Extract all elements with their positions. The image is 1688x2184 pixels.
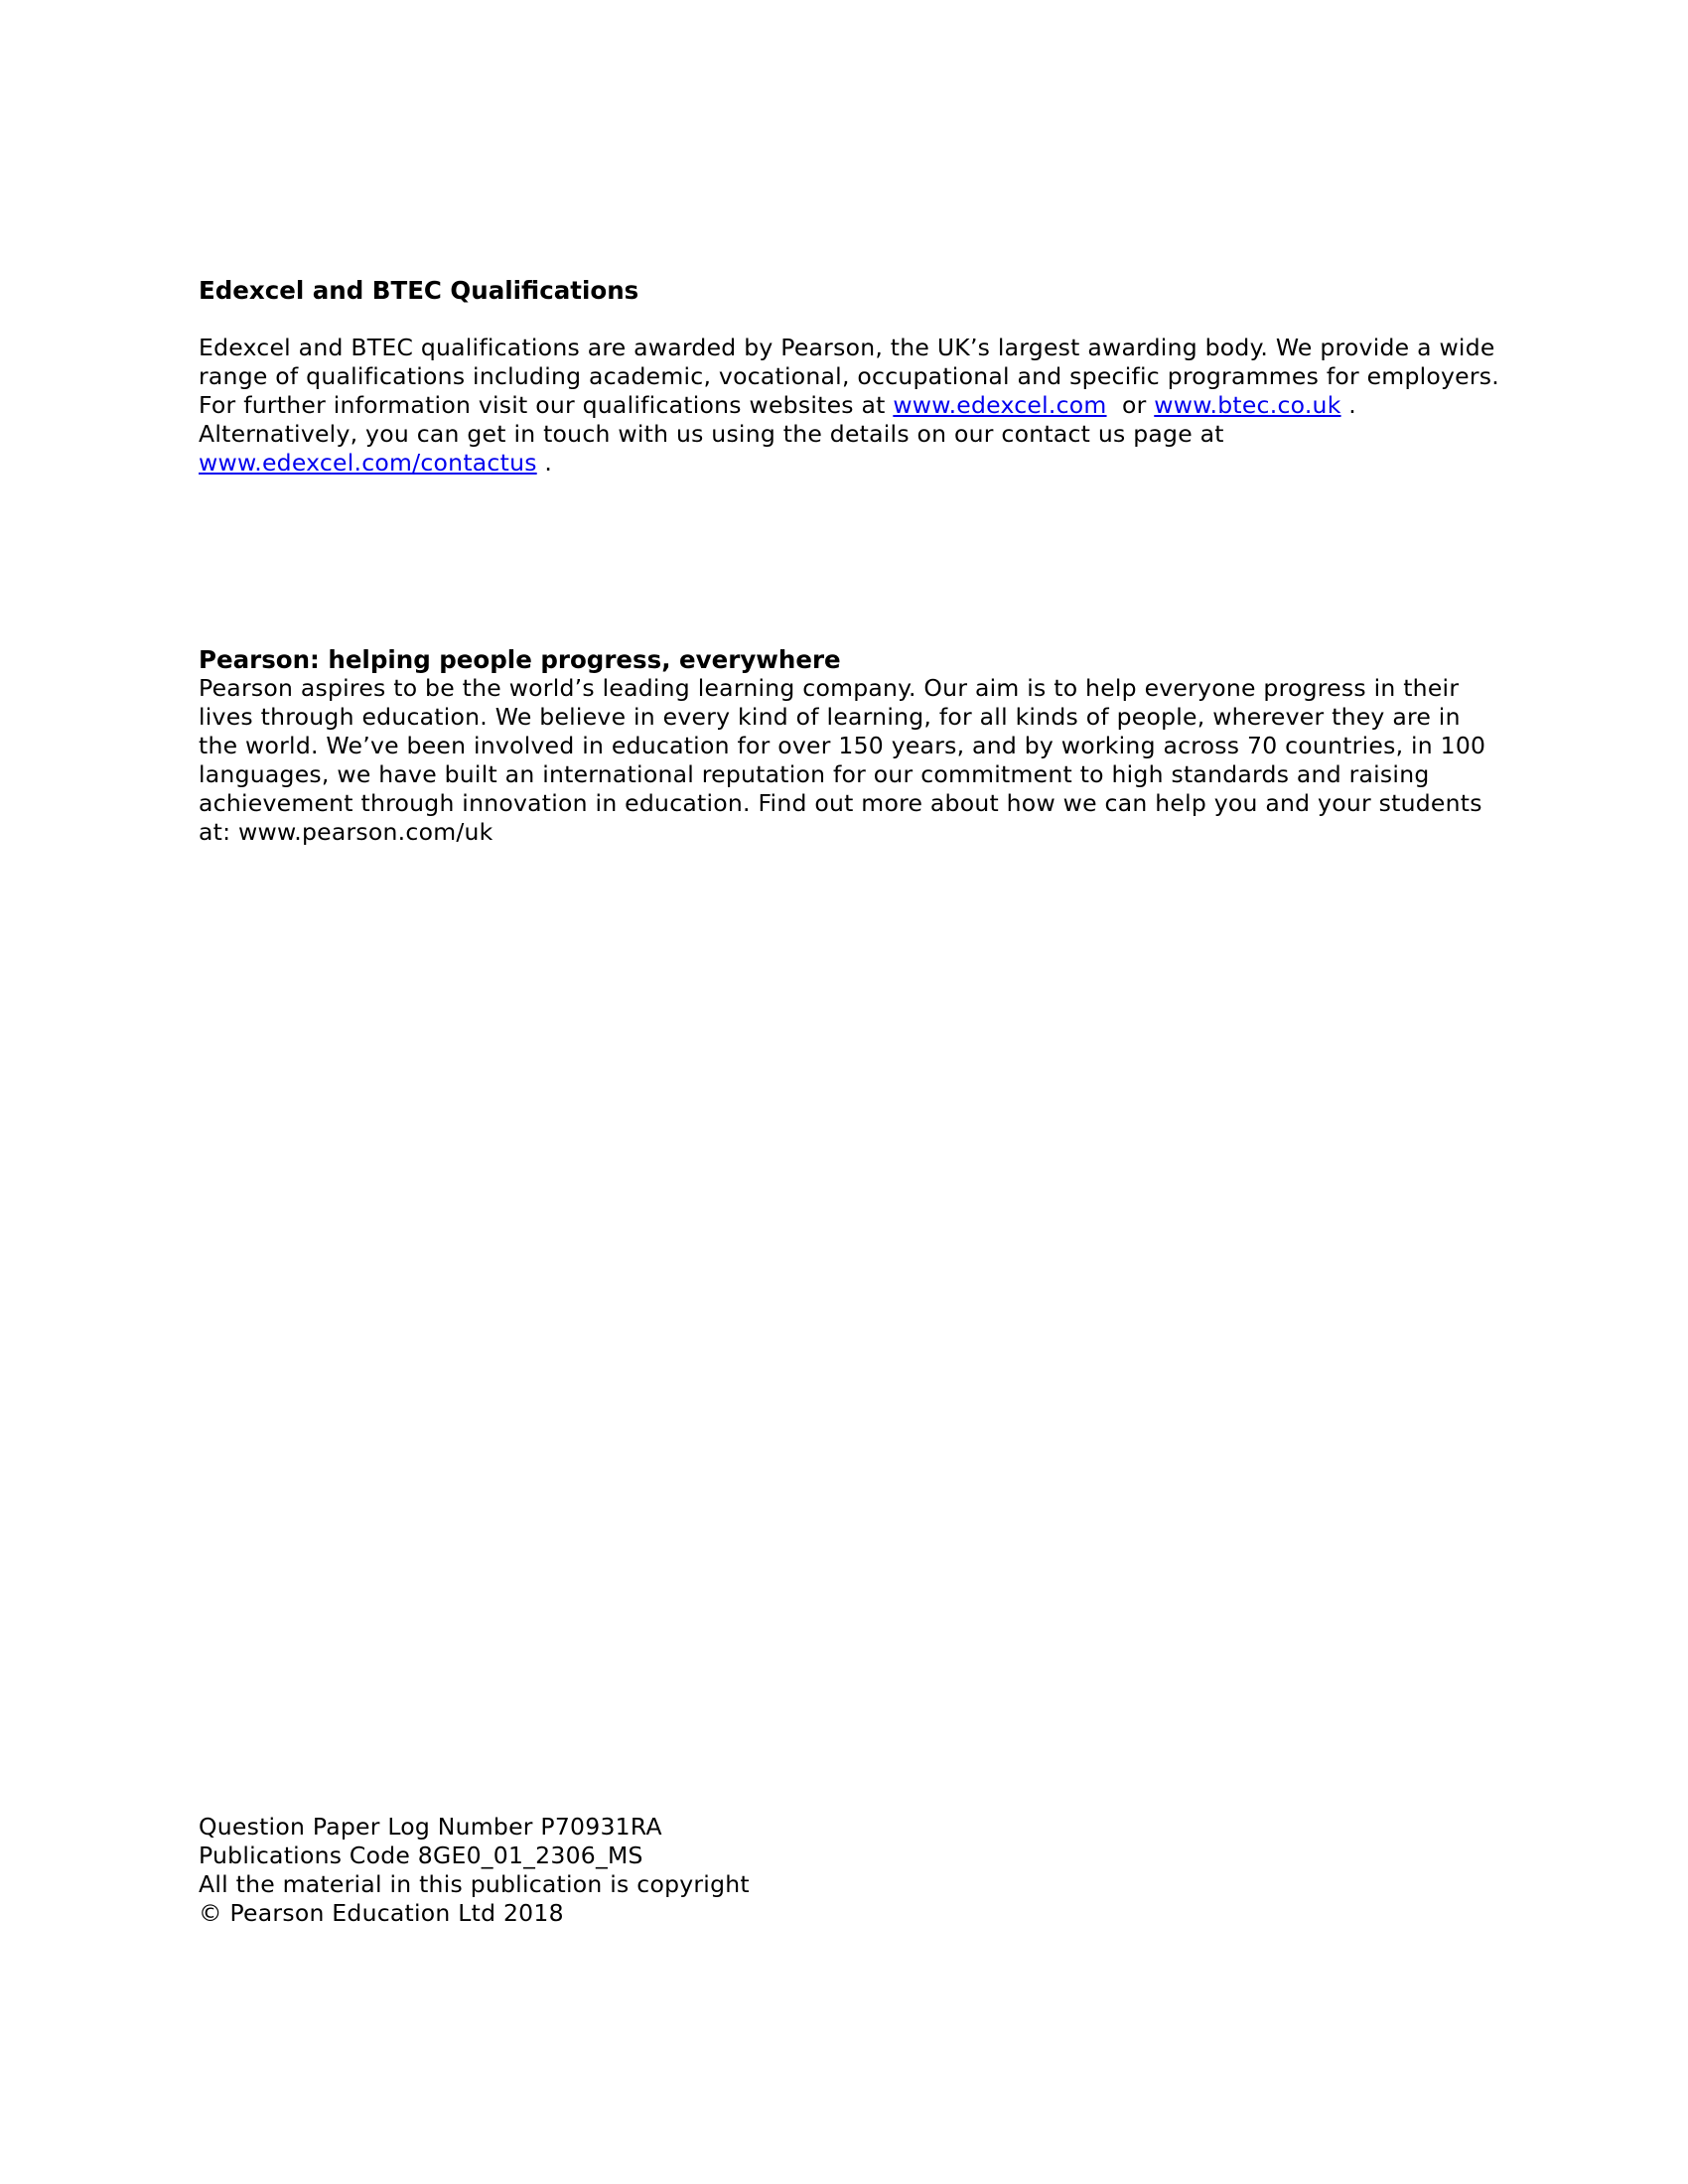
edexcel-line-2: range of qualifications including academic, vocational, occupational and specific programmes for employers. (199, 362, 1500, 390)
edexcel-line-3-middle: or (1106, 391, 1155, 419)
pearson-line-1: Pearson aspires to be the world’s leading learning company. Our aim is to help everyone progress in their (199, 674, 1460, 702)
edexcel-paragraph (199, 334, 1509, 478)
pearson-line-2: lives through education. We believe in every kind of learning, for all kinds of people, wherever they are in (199, 703, 1461, 731)
pearson-line-5: achievement through innovation in education. Find out more about how we can help you and your students (199, 789, 1482, 817)
contact-us-link[interactable]: www.edexcel.com/contactus (199, 449, 537, 477)
edexcel-line-3-prefix: For further information visit our qualifications websites at (199, 391, 894, 419)
edexcel-section (199, 276, 1509, 305)
publication-code: Publications Code 8GE0_01_2306_MS (199, 1842, 643, 1869)
pearson-line-6: at: www.pearson.com/uk (199, 818, 493, 846)
edexcel-website-link[interactable]: www.edexcel.com (893, 391, 1107, 419)
edexcel-line-4: Alternatively, you can get in touch with us using the details on our contact us page at (199, 420, 1224, 448)
pearson-paragraph (199, 674, 1509, 847)
publication-footer (199, 1813, 1509, 1928)
log-number: Question Paper Log Number P70931RA (199, 1813, 662, 1841)
edexcel-line-5-suffix: . (536, 449, 553, 477)
edexcel-heading: Edexcel and BTEC Qualifications (199, 276, 639, 305)
pearson-line-3: the world. We’ve been involved in education for over 150 years, and by working across 70 countries, in 100 (199, 732, 1486, 759)
btec-website-link[interactable]: www.btec.co.uk (1154, 391, 1341, 419)
edexcel-line-3-suffix: . (1340, 391, 1357, 419)
edexcel-line-3 (199, 391, 1509, 420)
pearson-heading: Pearson: helping people progress, everywhere (199, 645, 841, 674)
edexcel-line-1: Edexcel and BTEC qualifications are awarded by Pearson, the UK’s largest awarding body. We provide a wide (199, 334, 1495, 361)
edexcel-line-5 (199, 449, 1509, 478)
copyright-line: All the material in this publication is copyright (199, 1870, 750, 1898)
pearson-line-4: languages, we have built an international reputation for our commitment to high standards and raising (199, 760, 1430, 788)
pearson-section (199, 645, 1509, 847)
copyright-holder: © Pearson Education Ltd 2018 (199, 1899, 564, 1927)
